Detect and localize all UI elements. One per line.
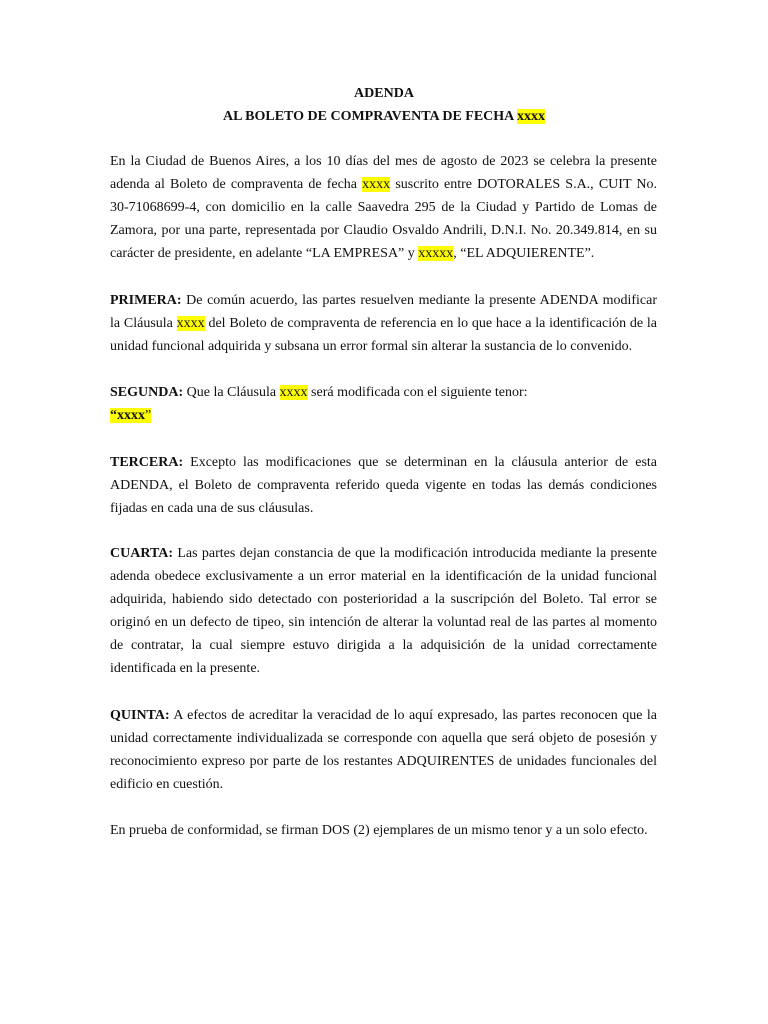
clause-segunda-text-2: será modificada con el siguiente tenor: — [311, 385, 528, 400]
clause-primera-placeholder: xxxx — [176, 316, 205, 331]
title-line1: ADENDA — [354, 86, 414, 101]
clause-tercera-text: Excepto las modificaciones que se determinan en la cláusula anterior de esta ADENDA, el Boleto de compraventa referido queda vigente en todas las demás condiciones fijadas en cada una de sus cláusulas. — [110, 455, 657, 516]
clause-segunda-placeholder: xxxx — [279, 385, 308, 400]
document-title — [0, 85, 768, 103]
clause-tercera-heading: TERCERA: — [110, 455, 184, 470]
intro-buyer-placeholder: xxxxx — [418, 246, 454, 261]
clause-tercera — [110, 451, 657, 520]
clause-cuarta-text: Las partes dejan constancia de que la modificación introducida mediante la presente adenda obedece exclusivamente a un error material en la identificación de la unidad funcional adquirida, habiendo sido detectado con posterioridad a la suscripción del Boleto. Tal error se originó en un defecto de tipeo, sin intención de alterar la voluntad real de las partes al momento de contratar, la cual siempre estuvo dirigida a la adquisición de la unidad correctamente identificada en la presente. — [110, 546, 658, 676]
intro-paragraph — [110, 150, 657, 265]
clause-quinta — [110, 704, 657, 796]
subtitle-date-placeholder: xxxx — [517, 109, 546, 124]
intro-text-2: suscrito entre DOTORALES S.A., CUIT No. 30-71068699-4, con domicilio en la calle Saavedra 295 de la Ciudad y Partido de Lomas de Zamora, por una parte, representada por Claudio Osvaldo Andrili, D.N.I. No. 20.349.814, en su carácter de presidente, en adelante “LA EMPRESA” y — [110, 177, 658, 261]
clause-segunda-quote-text: “xxxx — [110, 408, 145, 423]
clause-segunda-quote — [110, 408, 151, 423]
clause-segunda-heading: SEGUNDA: — [110, 385, 184, 400]
intro-text-1: En la Ciudad de Buenos Aires, a los 10 días del mes de agosto de 2023 se celebra la presente adenda al Boleto de compraventa de fecha — [110, 154, 657, 192]
clause-quinta-heading: QUINTA: — [110, 708, 170, 723]
clause-cuarta — [110, 542, 657, 680]
clause-primera — [110, 289, 657, 358]
clause-cuarta-heading: CUARTA: — [110, 546, 174, 561]
clause-segunda-quote-close: ” — [145, 408, 152, 423]
document-subtitle — [0, 108, 768, 126]
clause-primera-text-1: De común acuerdo, las partes resuelven mediante la presente ADENDA modificar la Cláusula — [110, 293, 658, 331]
clause-segunda — [110, 381, 657, 427]
clause-quinta-text: A efectos de acreditar la veracidad de lo aquí expresado, las partes reconocen que la unidad correctamente individualizada se corresponde con aquella que será objeto de posesión y reconocimiento expreso por parte de los restantes ADQUIRENTES de unidades funcionales del edificio en cuestión. — [110, 708, 658, 792]
clause-primera-heading: PRIMERA: — [110, 293, 182, 308]
closing-paragraph — [110, 819, 657, 842]
clause-primera-text-2: del Boleto de compraventa de referencia en lo que hace a la identificación de la unidad funcional adquirida y subsana un error formal sin alterar la sustancia de lo convenido. — [110, 316, 657, 354]
clause-segunda-text-1: Que la Cláusula — [186, 385, 277, 400]
subtitle-text: AL BOLETO DE COMPRAVENTA DE FECHA — [222, 109, 514, 124]
closing-text: En prueba de conformidad, se firman DOS (2) ejemplares de un mismo tenor y a un solo efecto. — [110, 823, 648, 838]
intro-date-placeholder: xxxx — [362, 177, 391, 192]
intro-text-3: , “EL ADQUIERENTE”. — [453, 246, 595, 261]
